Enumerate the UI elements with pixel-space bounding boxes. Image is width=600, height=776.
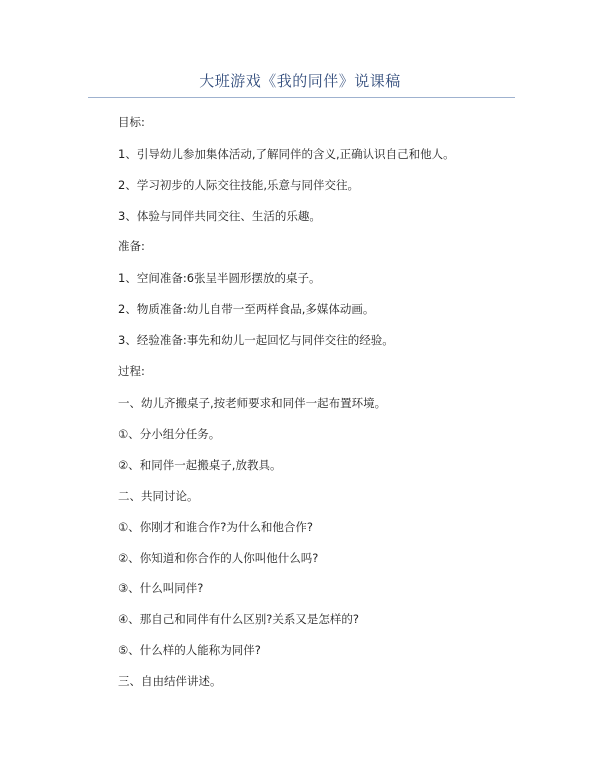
section-heading-preparation: 准备: bbox=[118, 239, 145, 253]
section-heading-goals: 目标: bbox=[118, 115, 145, 129]
goal-item: 3、体验与同伴共同交往、生活的乐趣。 bbox=[118, 209, 321, 223]
process-substep: ⑤、什么样的人能称为同伴? bbox=[118, 643, 261, 657]
process-substep: ②、和同伴一起搬桌子,放教具。 bbox=[118, 458, 282, 472]
section-heading-process: 过程: bbox=[118, 364, 145, 378]
goal-item: 1、引导幼儿参加集体活动,了解同伴的含义,正确认识自己和他人。 bbox=[118, 147, 455, 161]
preparation-item: 1、空间准备:6张呈半圆形摆放的桌子。 bbox=[118, 271, 321, 285]
goal-item: 2、学习初步的人际交往技能,乐意与同伴交往。 bbox=[118, 178, 359, 192]
preparation-item: 2、物质准备:幼儿自带一至两样食品,多媒体动画。 bbox=[118, 302, 375, 316]
title-divider bbox=[88, 97, 515, 98]
process-step: 一、幼儿齐搬桌子,按老师要求和同伴一起布置环境。 bbox=[118, 396, 387, 410]
process-substep: ②、你知道和你合作的人你叫他什么吗? bbox=[118, 551, 319, 565]
process-step: 三、自由结伴讲述。 bbox=[118, 674, 222, 688]
process-substep: ④、那自己和同伴有什么区别?关系又是怎样的? bbox=[118, 612, 360, 626]
process-step: 二、共同讨论。 bbox=[118, 489, 199, 503]
process-substep: ①、分小组分任务。 bbox=[118, 427, 221, 441]
process-substep: ③、什么叫同伴? bbox=[118, 581, 204, 595]
document-title: 大班游戏《我的同伴》说课稿 bbox=[199, 72, 401, 90]
preparation-item: 3、经验准备:事先和幼儿一起回忆与同伴交往的经验。 bbox=[118, 333, 394, 347]
process-substep: ①、你刚才和谁合作?为什么和他合作? bbox=[118, 520, 314, 534]
